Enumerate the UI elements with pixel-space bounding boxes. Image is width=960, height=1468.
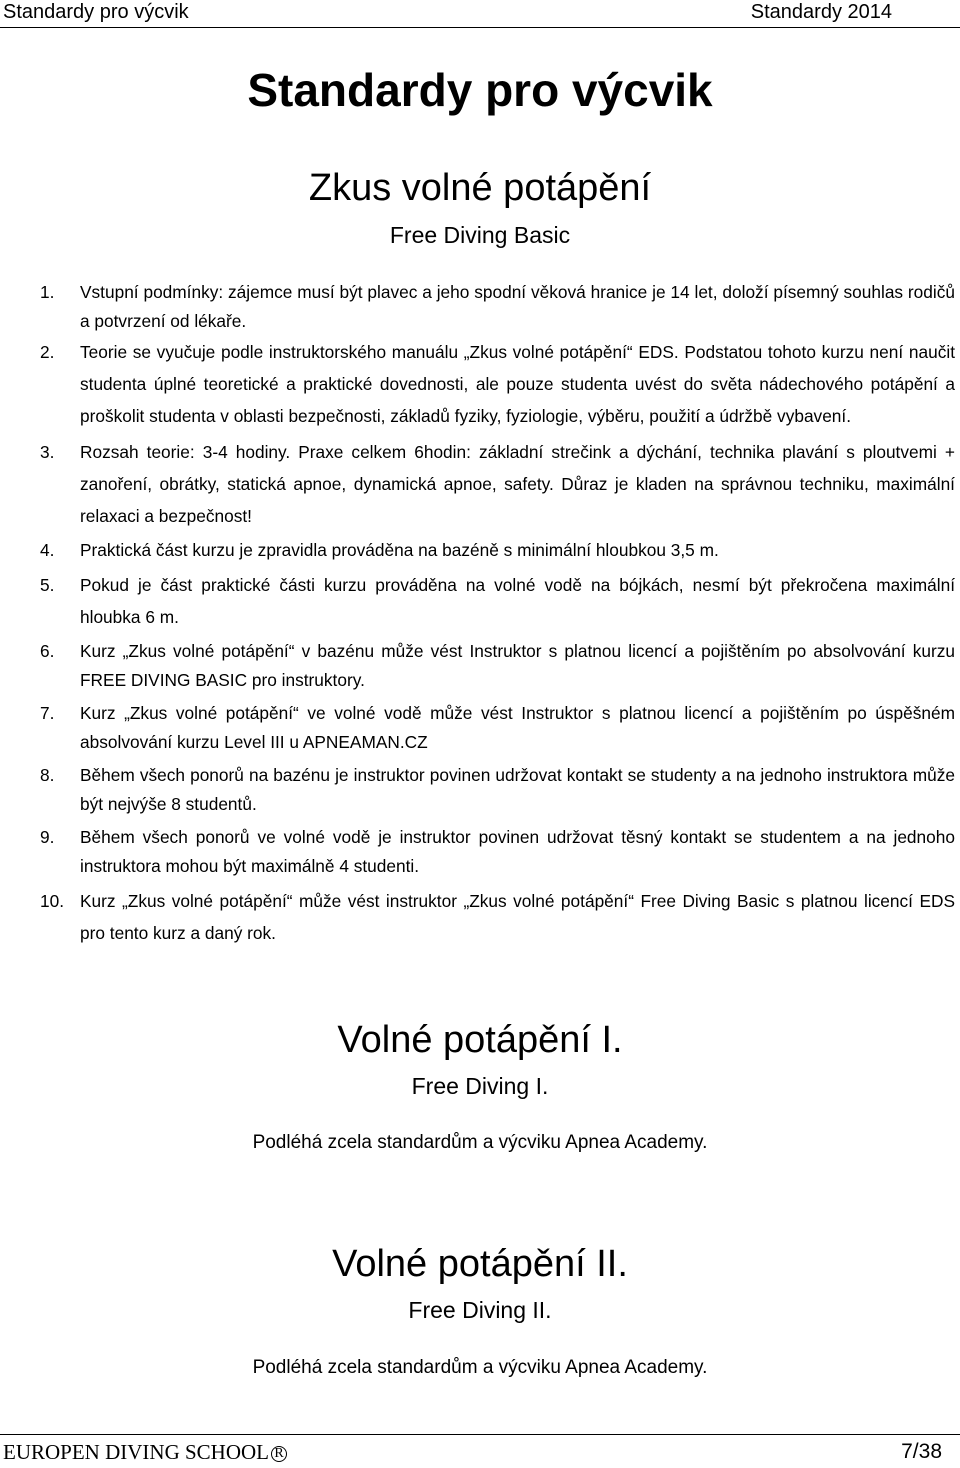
list-item-text: Během všech ponorů ve volné vodě je instruktor povinen udržovat těsný kontakt se studentem a na jednoho instruktora mohou být maximálně 4 studenti. xyxy=(80,827,955,876)
list-item xyxy=(40,278,955,336)
list-item xyxy=(40,436,955,532)
list-item-number: 3. xyxy=(40,442,55,462)
page-title: Standardy pro výcvik xyxy=(247,64,713,116)
footer-school-name: EUROPEN DIVING SCHOOL xyxy=(3,1440,269,1464)
page-number: 7/38 xyxy=(901,1440,942,1463)
list-item-text: Teorie se vyučuje podle instruktorského manuálu „Zkus volné potápění“ EDS. Podstatou tohoto kurzu není naučit studenta úplné teoretické a praktické dovednosti, ale pouze studenta uvést do světa nádechového potápění a proškolit studenta v oblasti bezpečnosti, základů fyziky, fyziologie, výběru, použití a údržbě vybavení. xyxy=(80,342,955,426)
section2-note: Podléhá zcela standardům a výcviku Apnea Academy. xyxy=(252,1132,708,1153)
list-item xyxy=(40,569,955,633)
list-item-number: 6. xyxy=(40,641,55,661)
list-item xyxy=(40,536,955,565)
list-item-number: 5. xyxy=(40,575,55,595)
list-item-text: Pokud je část praktické části kurzu prováděna na volné vodě na bójkách, nesmí být překročena maximální hloubka 6 m. xyxy=(80,575,955,627)
list-item-number: 9. xyxy=(40,827,55,847)
list-item-text: Vstupní podmínky: zájemce musí být plavec a jeho spodní věková hranice je 14 let, doloží písemný souhlas rodičů a potvrzení od lékaře. xyxy=(80,282,955,331)
list-item xyxy=(40,699,955,757)
section2-title: Volné potápění I. xyxy=(337,1019,623,1061)
list-item-number: 8. xyxy=(40,765,55,785)
section3-note: Podléhá zcela standardům a výcviku Apnea Academy. xyxy=(252,1357,708,1378)
list-item-number: 2. xyxy=(40,342,55,362)
page-header xyxy=(0,0,960,24)
list-item xyxy=(40,637,955,695)
list-item xyxy=(40,761,955,819)
section1-subtitle: Free Diving Basic xyxy=(389,222,571,248)
footer-divider xyxy=(0,1434,960,1435)
list-item-text: Rozsah teorie: 3-4 hodiny. Praxe celkem 6hodin: základní strečink a dýchání, technika plavání s ploutvemi + zanoření, obrátky, statická apnoe, dynamická apnoe, safety. Důraz je kladen na správnou techniku, maximální relaxaci a bezpečnost! xyxy=(80,442,955,526)
section1-title: Zkus volné potápění xyxy=(308,167,652,209)
header-left: Standardy pro výcvik xyxy=(3,1,189,23)
list-item-text: Během všech ponorů na bazénu je instruktor povinen udržovat kontakt se studenty a na jednoho instruktora může být nejvýše 8 studentů. xyxy=(80,765,955,814)
list-item xyxy=(40,885,955,949)
registered-mark-icon: R xyxy=(271,1446,287,1462)
list-item-text: Praktická část kurzu je zpravidla prováděna na bazéně s minimální hloubkou 3,5 m. xyxy=(80,540,719,560)
section3-subtitle: Free Diving II. xyxy=(408,1297,552,1323)
header-right: Standardy 2014 xyxy=(750,1,892,23)
list-item xyxy=(40,336,955,432)
section2-subtitle: Free Diving I. xyxy=(411,1073,549,1099)
list-item-number: 10. xyxy=(40,891,65,911)
header-divider xyxy=(0,27,960,28)
list-item-text: Kurz „Zkus volné potápění“ ve volné vodě může vést Instruktor s platnou licencí a pojištěním po úspěšném absolvování kurzu Level III u APNEAMAN.CZ xyxy=(80,703,955,752)
list-item xyxy=(40,823,955,881)
list-item-number: 7. xyxy=(40,703,55,723)
list-item-number: 4. xyxy=(40,540,55,560)
list-item-text: Kurz „Zkus volné potápění“ může vést instruktor „Zkus volné potápění“ Free Diving Basic s platnou licencí EDS pro tento kurz a daný rok. xyxy=(80,891,955,943)
requirements-list xyxy=(40,278,955,949)
list-item-number: 1. xyxy=(40,282,55,302)
footer-left xyxy=(3,1440,287,1465)
list-item-text: Kurz „Zkus volné potápění“ v bazénu může vést Instruktor s platnou licencí a pojištěním po absolvování kurzu FREE DIVING BASIC pro instruktory. xyxy=(80,641,955,690)
section3-title: Volné potápění II. xyxy=(332,1243,628,1285)
